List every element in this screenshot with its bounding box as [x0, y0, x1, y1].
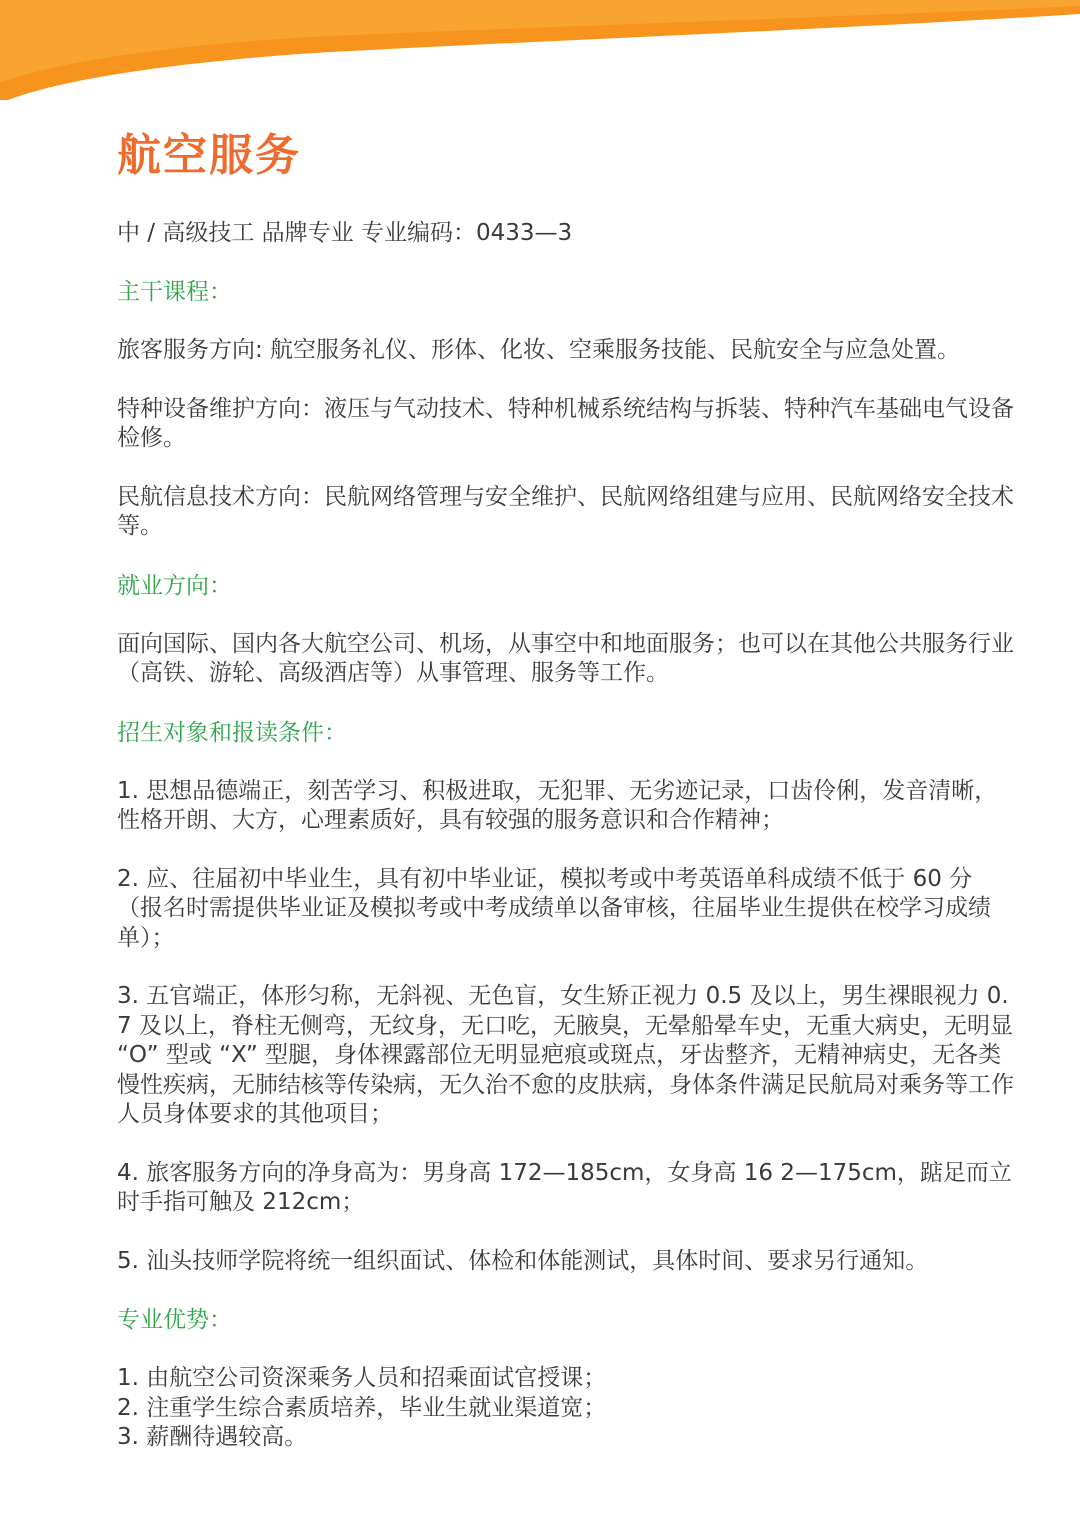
page-title: 航空服务: [117, 130, 301, 181]
course-item-it: 民航信息技术方向：民航网络管理与安全维护、民航网络组建与应用、民航网络安全技术等。: [117, 483, 1014, 539]
admission-item-3: 3. 五官端正，体形匀称，无斜视、无色盲，女生矫正视力 0.5 及以上，男生裸眼视力 0.7 及以上，脊柱无侧弯，无纹身，无口吃，无腋臭，无晕船晕车史，无重大病史，无明显 “O” 型或 “X” 型腿，身体裸露部位无明显疤痕或斑点，牙齿整齐，无精神病史，无各类慢性疾病，无肺结核等传染病，无久治不愈的皮肤病，身体条件满足民航局对乘务等工作人员身体要求的其他项目；: [117, 983, 1014, 1127]
advantages-list: [117, 1364, 1017, 1453]
admission-item-4: 4. 旅客服务方向的净身高为：男身高 172—185cm，女身高 16 2—175cm，踮足而立时手指可触及 212cm；: [117, 1159, 1012, 1215]
advantage-item-3: 3. 薪酬待遇较高。: [117, 1424, 308, 1450]
program-subtitle: 中 / 高级技工 品牌专业 专业编码：0433—3: [117, 220, 573, 246]
main-content: [117, 126, 1017, 1453]
admission-item-2: 2. 应、往届初中毕业生，具有初中毕业证，模拟考或中考英语单科成绩不低于 60 分（报名时需提供毕业证及模拟考或中考成绩单以备审核，往届毕业生提供在校学习成绩单）；: [117, 865, 991, 951]
top-decorative-banner: [0, 0, 1080, 110]
advantage-item-2: 2. 注重学生综合素质培养，毕业生就业渠道宽；: [117, 1394, 607, 1421]
course-item-special-equipment: 特种设备维护方向：液压与气动技术、特种机械系统结构与拆装、特种汽车基础电气设备检修。: [117, 395, 1014, 451]
employment-heading: 就业方向：: [117, 572, 232, 599]
employment-text: 面向国际、国内各大航空公司、机场，从事空中和地面服务；也可以在其他公共服务行业（高铁、游轮、高级酒店等）从事管理、服务等工作。: [117, 630, 1014, 686]
admission-item-1: 1. 思想品德端正，刻苦学习、积极进取，无犯罪、无劣迹记录，口齿伶俐，发音清晰，性格开朗、大方，心理素质好，具有较强的服务意识和合作精神；: [117, 777, 998, 833]
advantages-heading: 专业优势：: [117, 1307, 232, 1333]
course-item-passenger-service: 旅客服务方向: 航空服务礼仪、形体、化妆、空乘服务技能、民航安全与应急处置。: [117, 337, 961, 363]
courses-heading: 主干课程：: [117, 279, 232, 305]
admission-item-5: 5. 汕头技师学院将统一组织面试、体检和体能测试，具体时间、要求另行通知。: [117, 1247, 929, 1274]
admission-heading: 招生对象和报读条件：: [117, 719, 347, 746]
advantage-item-1: 1. 由航空公司资深乘务人员和招乘面试官授课；: [117, 1365, 607, 1391]
